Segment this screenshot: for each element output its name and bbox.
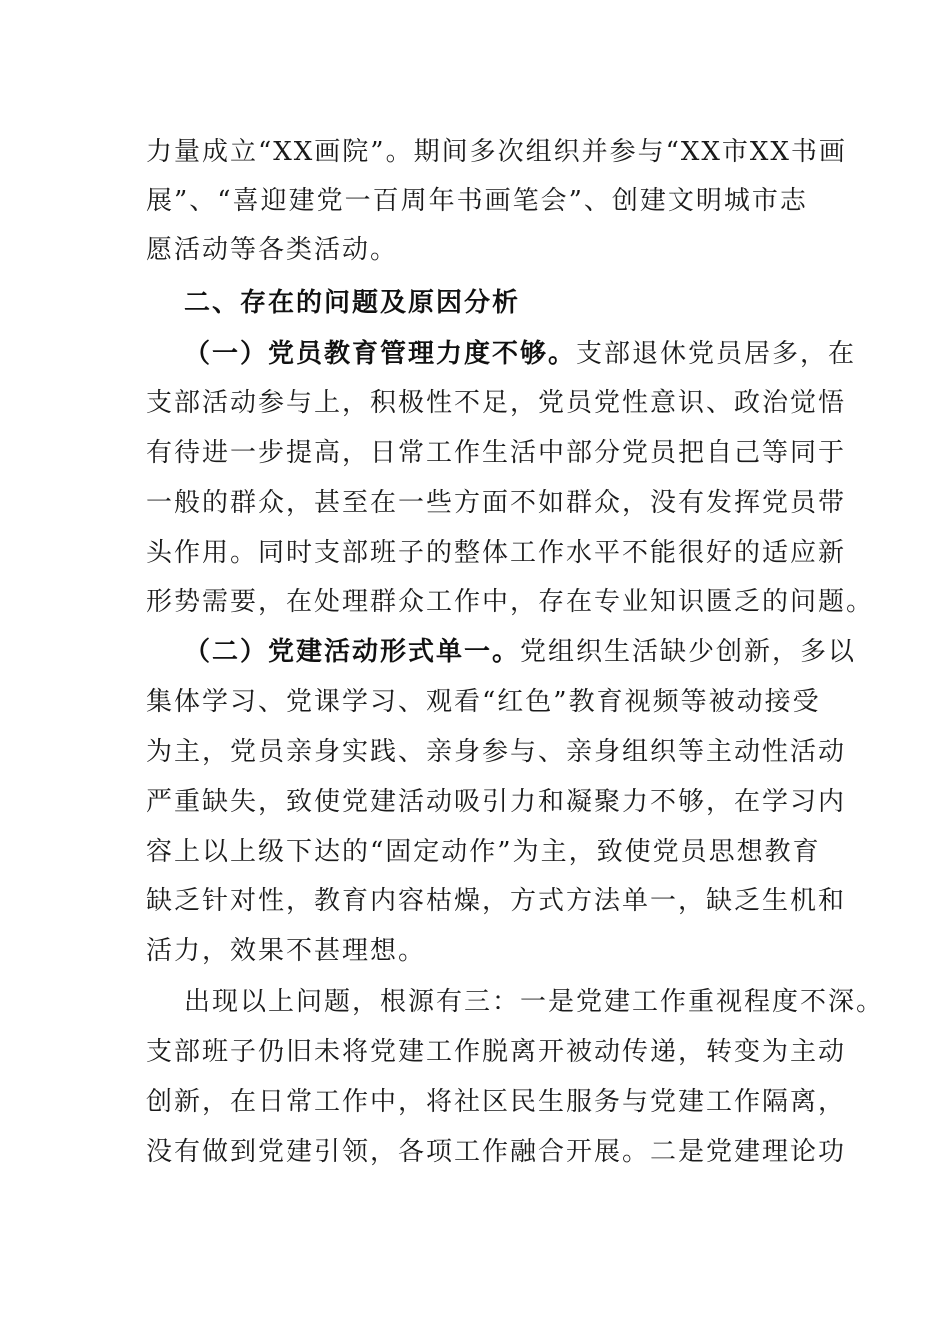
line-text: 支部活动参与上，积极性不足，党员党性意识、政治觉悟 bbox=[146, 388, 847, 418]
line-text: 力量成立“XX画院”。期间多次组织并参与“XX市XX书画 bbox=[146, 137, 847, 167]
line-text: 一般的群众，甚至在一些方面不如群众，没有发挥党员带 bbox=[146, 488, 847, 518]
line-text: 头作用。同时支部班子的整体工作水平不能很好的适应新 bbox=[146, 538, 847, 568]
text-line bbox=[146, 881, 846, 921]
text-line bbox=[146, 533, 846, 573]
text-line bbox=[146, 483, 846, 523]
line-text: 严重缺失，致使党建活动吸引力和凝聚力不够，在学习内 bbox=[146, 787, 847, 817]
text-line bbox=[146, 132, 847, 172]
line-text: 缺乏针对性，教育内容枯燥，方式方法单一，缺乏生机和 bbox=[146, 886, 847, 916]
text-line bbox=[146, 1082, 846, 1122]
text-line bbox=[146, 931, 426, 971]
line-text: 愿活动等各类活动。 bbox=[146, 235, 399, 265]
line-text: 有待进一步提高，日常工作生活中部分党员把自己等同于 bbox=[146, 438, 847, 468]
text-line bbox=[146, 582, 874, 622]
line-text: 创新，在日常工作中，将社区民生服务与党建工作隔离， bbox=[146, 1087, 847, 1117]
line-text: 为主，党员亲身实践、亲身参与、亲身组织等主动性活动 bbox=[146, 737, 847, 767]
text-line bbox=[146, 732, 846, 772]
text-line bbox=[146, 181, 808, 221]
subheading-text: （二）党建活动形式单一。 bbox=[184, 637, 521, 667]
text-line bbox=[146, 383, 846, 423]
line-text: 党组织生活缺少创新，多以 bbox=[520, 637, 857, 667]
line-text: 出现以上问题，根源有三：一是党建工作重视程度不深。 bbox=[184, 987, 885, 1017]
text-line bbox=[146, 832, 821, 872]
text-line bbox=[146, 433, 846, 473]
line-text: 支部退休党员居多，在 bbox=[576, 339, 857, 369]
text-line bbox=[184, 982, 884, 1022]
text-line bbox=[146, 682, 821, 722]
line-text: 形势需要，在处理群众工作中，存在专业知识匮乏的问题。 bbox=[146, 587, 875, 617]
text-line bbox=[146, 230, 398, 270]
line-text: 集体学习、党课学习、观看“红色”教育视频等被动接受 bbox=[146, 687, 821, 717]
text-line bbox=[146, 782, 846, 822]
line-text: 展”、“喜迎建党一百周年书画笔会”、创建文明城市志 bbox=[146, 186, 808, 216]
line-text: 活力，效果不甚理想。 bbox=[146, 936, 427, 966]
line-text: 容上以上级下达的“固定动作”为主，致使党员思想教育 bbox=[146, 837, 821, 867]
line-text: 没有做到党建引领，各项工作融合开展。二是党建理论功 bbox=[146, 1137, 847, 1167]
line-text: 支部班子仍旧未将党建工作脱离开被动传递，转变为主动 bbox=[146, 1037, 847, 1067]
text-line bbox=[146, 1132, 846, 1172]
text-line bbox=[184, 334, 856, 374]
section-heading bbox=[184, 283, 520, 323]
text-line bbox=[146, 1032, 846, 1072]
section-heading-text: 二、存在的问题及原因分析 bbox=[184, 288, 521, 318]
subheading-text: （一）党员教育管理力度不够。 bbox=[184, 339, 577, 369]
text-line bbox=[184, 632, 856, 672]
